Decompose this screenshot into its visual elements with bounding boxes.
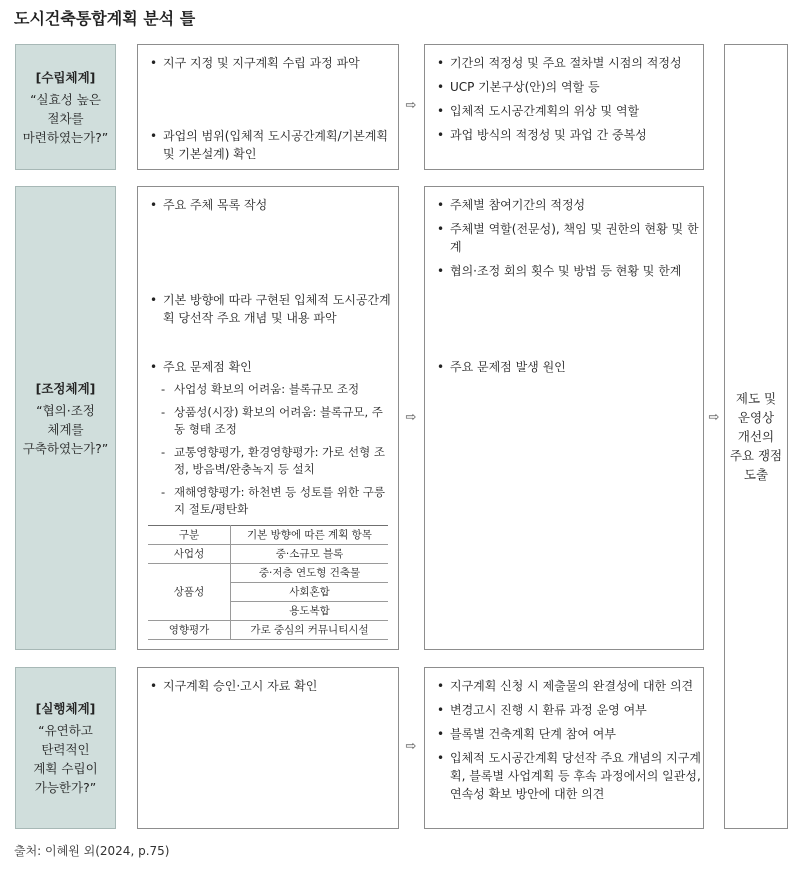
list-item: • 지구 지정 및 지구계획 수립 과정 파악 <box>150 54 394 72</box>
arrow-right-icon: ⇨ <box>708 410 720 425</box>
sub-list-item: - 사업성 확보의 어려움: 블록규모 조정 <box>160 381 388 398</box>
analysis-box-planning <box>137 44 399 170</box>
table-cell: 영향평가 <box>148 621 231 640</box>
table-header-row <box>148 526 388 545</box>
label-question: “협의·조정 체계를 구축하였는가?” <box>22 402 109 456</box>
source-note: 출처: 이혜원 외(2024, p.75) <box>14 844 170 858</box>
label-implementation-system <box>15 667 116 829</box>
list-item: • 주요 주체 목록 작성 <box>150 196 394 214</box>
list-item: • 주요 문제점 발생 원인 <box>437 358 701 376</box>
table-row <box>148 621 388 640</box>
sub-list-item: - 재해영향평가: 하천변 등 성토를 위한 구릉지 절토/평탄화 <box>160 484 388 518</box>
label-title: [조정체계] <box>35 380 96 396</box>
arrow-right-icon: ⇨ <box>405 98 417 113</box>
table-cell: 가로 중심의 커뮤니티시설 <box>231 621 389 640</box>
table-header: 구분 <box>148 526 231 545</box>
list-item: • 지구계획 승인·고시 자료 확인 <box>150 677 394 695</box>
list-item: • 블록별 건축계획 단계 참여 여부 <box>437 725 701 743</box>
label-planning-system <box>15 44 116 170</box>
table-row <box>148 545 388 564</box>
check-box-coordination <box>424 186 704 650</box>
list-item: • 지구계획 신청 시 제출물의 완결성에 대한 의견 <box>437 677 701 695</box>
check-box-implementation <box>424 667 704 829</box>
list-item: • 과업 방식의 적정성 및 과업 간 중복성 <box>437 126 701 144</box>
list-item: • 주체별 역할(전문성), 책임 및 권한의 현황 및 한계 <box>437 220 701 256</box>
table-cell: 사회혼합 <box>231 583 389 602</box>
table-header: 기본 방향에 따른 계획 항목 <box>231 526 389 545</box>
label-coordination-system <box>15 186 116 650</box>
page-title: 도시건축통합계획 분석 틀 <box>14 9 196 28</box>
arrow-right-icon: ⇨ <box>405 739 417 754</box>
arrow-right-icon: ⇨ <box>405 410 417 425</box>
table-cell: 중·소규모 블록 <box>231 545 389 564</box>
list-item: • UCP 기본구상(안)의 역할 등 <box>437 78 701 96</box>
table-cell: 상품성 <box>148 564 231 621</box>
list-item: • 기본 방향에 따라 구현된 입체적 도시공간계획 당선작 주요 개념 및 내용 파악 <box>150 291 394 327</box>
sub-list-item: - 교통영향평가, 환경영향평가: 가로 선형 조정, 방음벽/완충녹지 등 설치 <box>160 444 388 478</box>
list-item: • 변경고시 진행 시 환류 과정 운영 여부 <box>437 701 701 719</box>
list-item: • 주체별 참여기간의 적정성 <box>437 196 701 214</box>
label-title: [수립체계] <box>35 69 96 85</box>
table-cell: 중·저층 연도형 건축물 <box>231 564 389 583</box>
list-item: • 과업의 범위(입체적 도시공간계획/기본계획 및 기본설계) 확인 <box>150 127 394 163</box>
check-box-planning <box>424 44 704 170</box>
table-row <box>148 564 388 583</box>
list-item: • 기간의 적정성 및 주요 절차별 시점의 적정성 <box>437 54 701 72</box>
list-item: • 협의·조정 회의 횟수 및 방법 등 현황 및 한계 <box>437 262 701 280</box>
table-cell: 사업성 <box>148 545 231 564</box>
plan-items-table <box>148 525 388 640</box>
outcome-box: 제도 및 운영상 개선의 주요 쟁점 도출 <box>724 44 788 829</box>
analysis-box-implementation <box>137 667 399 829</box>
analysis-box-coordination <box>137 186 399 650</box>
list-item: • 입체적 도시공간계획 당선작 주요 개념의 지구계획, 블록별 사업계획 등 후속 과정에서의 일관성, 연속성 확보 방안에 대한 의견 <box>437 749 701 803</box>
label-question: “실효성 높은 절차를 마련하였는가?” <box>22 91 109 145</box>
list-item: • 입체적 도시공간계획의 위상 및 역할 <box>437 102 701 120</box>
label-question: “유연하고 탄력적인 계획 수립이 가능한가?” <box>33 723 98 795</box>
label-title: [실행체계] <box>35 701 96 716</box>
list-item: • 주요 문제점 확인 <box>150 358 394 376</box>
table-cell: 용도복합 <box>231 602 389 621</box>
sub-list-item: - 상품성(시장) 확보의 어려움: 블록규모, 주동 형태 조정 <box>160 404 388 438</box>
